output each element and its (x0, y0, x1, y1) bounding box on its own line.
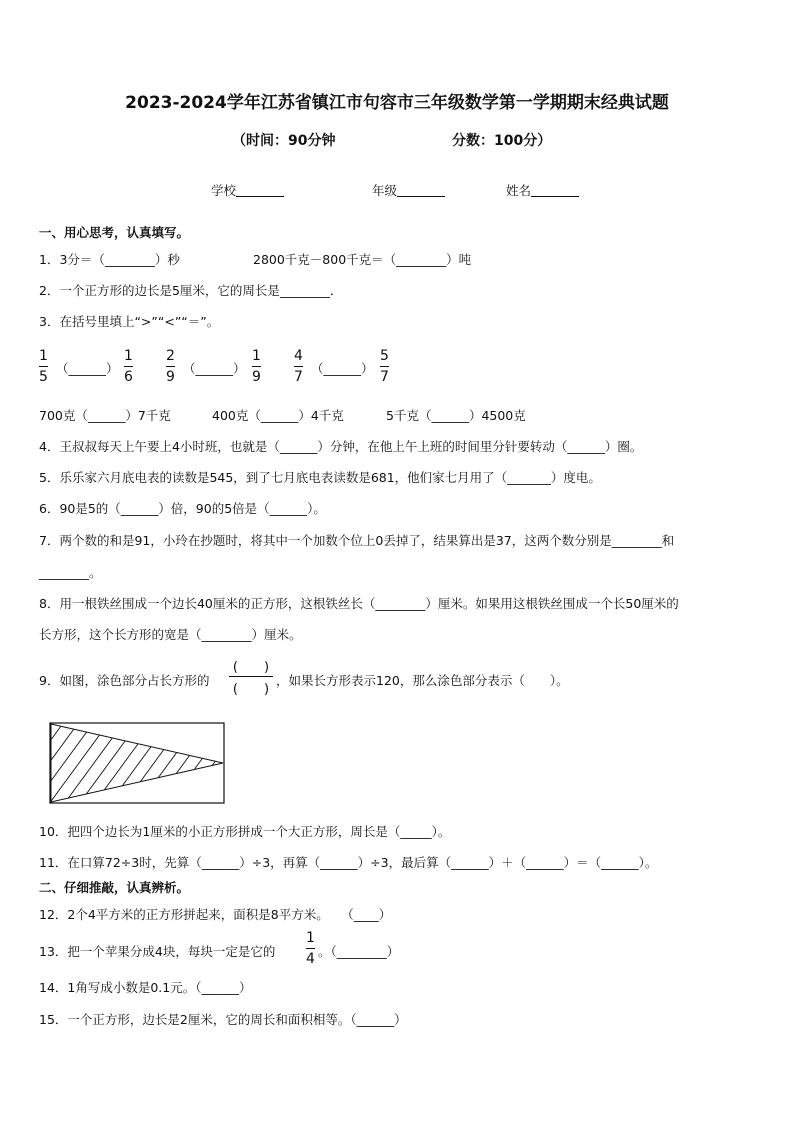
hatched-triangle (49, 722, 225, 804)
name-label: 姓名 (506, 183, 532, 198)
q3-blank-3: （______） (311, 361, 374, 376)
q13-denominator: 4 (306, 951, 315, 967)
q13-fraction (306, 930, 315, 967)
school-label: 学校 (211, 183, 237, 198)
question-7-line2: ________。 (39, 565, 102, 580)
q3-weight-1: 700克（______）7千克 (39, 408, 171, 423)
section-1-heading: 一、用心思考，认真填写。 (39, 225, 190, 240)
denominator: 6 (124, 369, 133, 385)
grade-field (372, 181, 445, 199)
exam-score: 分数：100分） (452, 133, 552, 149)
question-3: 3．在括号里填上“>”“<”“＝”。 (39, 314, 220, 329)
name-field (506, 181, 579, 199)
question-5: 5．乐乐家六月底电表的读数是545，到了七月底电表读数是681，他们家七月用了（_______）度电。 (39, 470, 601, 485)
question-13-pre: 13．把一个苹果分成4块，每块一定是它的 (39, 944, 276, 959)
denominator: 9 (252, 369, 261, 385)
numerator: 1 (39, 348, 48, 364)
exam-time: （时间：90分钟 (232, 133, 336, 149)
q9-denominator: ( ) (232, 682, 270, 697)
q3-blank-1: （______） (56, 361, 119, 376)
denominator: 7 (380, 369, 389, 385)
q3-frac-1-right (124, 348, 133, 385)
q9-numerator: ( ) (232, 660, 270, 675)
q3-frac-2-right (252, 348, 261, 385)
school-field (211, 181, 284, 199)
numerator: 2 (166, 348, 175, 364)
q3-frac-3-right (380, 348, 389, 385)
q3-frac-3-left (294, 348, 303, 385)
question-14: 14．1角写成小数是0.1元。（______） (39, 980, 252, 995)
question-6: 6．90是5的（______）倍，90的5倍是（______）。 (39, 501, 326, 516)
numerator: 1 (252, 348, 261, 364)
question-8-line2: 长方形，这个长方形的宽是（________）厘米。 (39, 627, 302, 642)
grade-blank (397, 184, 445, 197)
q3-weight-3: 5千克（______）4500克 (386, 408, 526, 423)
numerator: 5 (380, 348, 389, 364)
triangle-outline (51, 724, 223, 802)
denominator: 5 (39, 369, 48, 385)
question-1b: 2800千克－800千克＝（________）吨 (253, 252, 472, 267)
q3-blank-2: （______） (183, 361, 246, 376)
question-12: 12．2个4平方米的正方形拼起来，面积是8平方米。 （____） (39, 907, 392, 922)
question-1a: 1．3分＝（________）秒 (39, 252, 180, 267)
q3-frac-2-left (166, 348, 175, 385)
q3-frac-1-left (39, 348, 48, 385)
exam-title: 2023-2024学年江苏省镇江市句容市三年级数学第一学期期末经典试题 (125, 93, 669, 113)
question-7-line1: 7．两个数的和是91，小玲在抄题时，将其中一个加数个位上0丢掉了，结果算出是37，这两个数分别是________和 (39, 533, 675, 548)
name-blank (531, 184, 579, 197)
shaded-rectangle-figure (49, 722, 225, 808)
question-2: 2．一个正方形的边长是5厘米，它的周长是________． (39, 283, 343, 298)
school-blank (236, 184, 284, 197)
question-11: 11．在口算72÷3时，先算（______）÷3，再算（______）÷3，最后算（______）＋（______）＝（______）。 (39, 855, 658, 870)
question-4: 4．王叔叔每天上午要上4小时班，也就是（______）分钟，在他上午上班的时间里分针要转动（______）圈。 (39, 439, 643, 454)
section-2-heading: 二、仔细推敲，认真辨析。 (39, 880, 190, 895)
question-9-post: ，如果长方形表示120，那么涂色部分表示（ ）。 (276, 673, 569, 688)
numerator: 4 (294, 348, 303, 364)
denominator: 7 (294, 369, 303, 385)
question-9-pre: 9．如图，涂色部分占长方形的 (39, 673, 210, 688)
q13-numerator: 1 (306, 930, 315, 946)
rectangle-outline (50, 723, 224, 803)
question-8-line1: 8．用一根铁丝围成一个边长40厘米的正方形，这根铁丝长（________）厘米。如果用这根铁丝围成一个长50厘米的 (39, 596, 679, 611)
question-10: 10．把四个边长为1厘米的小正方形拼成一个大正方形，周长是（_____）。 (39, 824, 451, 839)
question-13-post: 。（________） (318, 944, 400, 959)
question-15: 15．一个正方形，边长是2厘米，它的周长和面积相等。（______） (39, 1012, 407, 1027)
grade-label: 年级 (372, 183, 398, 198)
numerator: 1 (124, 348, 133, 364)
q9-fraction (229, 656, 273, 697)
denominator: 9 (166, 369, 175, 385)
q3-weight-2: 400克（______）4千克 (212, 408, 344, 423)
